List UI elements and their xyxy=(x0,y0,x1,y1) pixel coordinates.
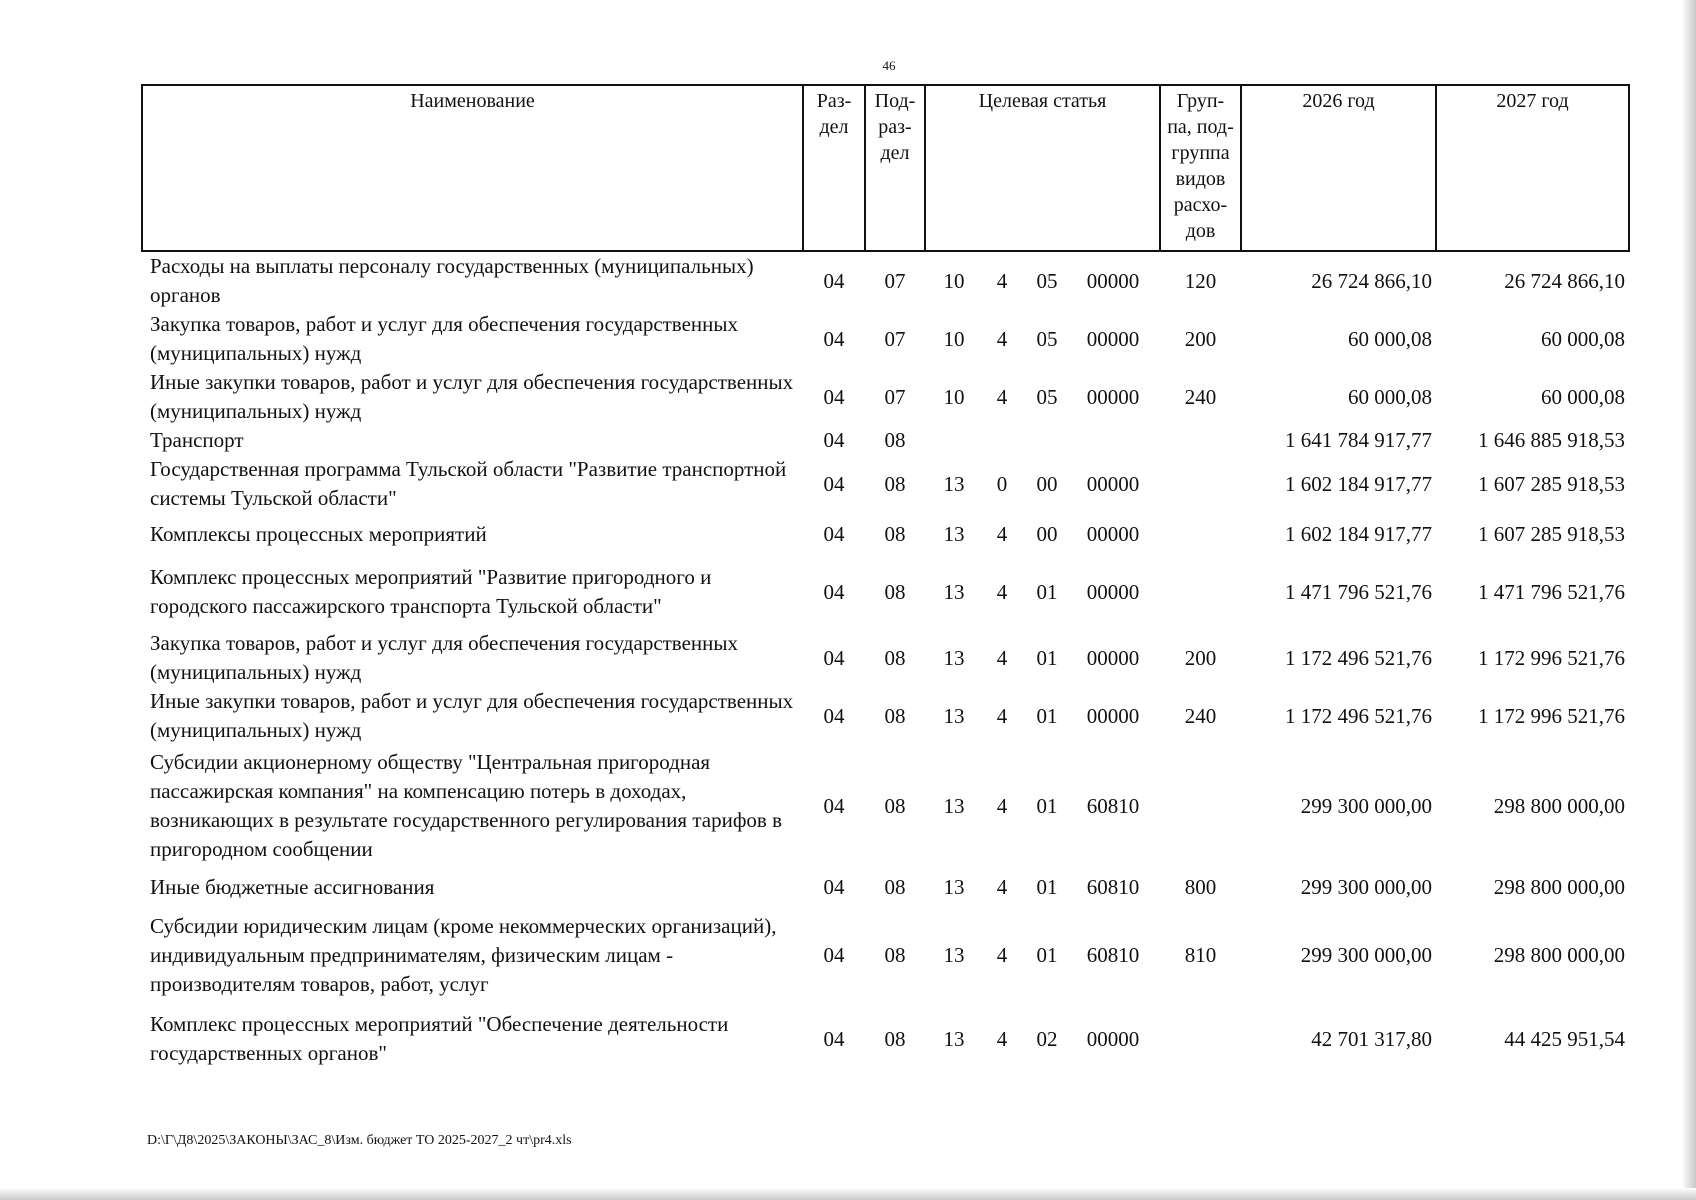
table-row xyxy=(142,1003,1629,1075)
target-article-parts xyxy=(925,383,1160,412)
table-row xyxy=(142,555,1629,629)
row-amount-2026: 1 172 496 521,76 xyxy=(1285,645,1432,670)
table-row xyxy=(142,310,1629,368)
target-article-part-1: 10 xyxy=(943,268,965,293)
target-article-part-2: 4 xyxy=(996,1026,1008,1051)
table-row xyxy=(142,867,1629,907)
header-expense-group: Груп- па, под- группа видов расхо- дов xyxy=(1160,85,1241,251)
row-target-article xyxy=(925,555,1160,629)
target-article-part-3: 05 xyxy=(1036,268,1058,293)
header-year-2026: 2026 год xyxy=(1241,85,1436,251)
row-amount-2027: 1 607 285 918,53 xyxy=(1478,471,1625,496)
target-article-part-4: 00000 xyxy=(1086,703,1140,728)
target-article-part-1: 13 xyxy=(943,703,965,728)
target-article-part-3: 01 xyxy=(1036,703,1058,728)
target-article-parts xyxy=(925,267,1160,296)
budget-table xyxy=(141,84,1630,1075)
row-amount-2027: 298 800 000,00 xyxy=(1493,874,1625,899)
row-target-article xyxy=(925,455,1160,513)
target-article-part-3: 01 xyxy=(1036,874,1058,899)
row-name: Комплексы процессных мероприятий xyxy=(150,521,487,546)
file-path-footer: D:\Г\Д8\2025\ЗАКОНЫ\ЗАС_8\Изм. бюджет ТО 2025-2027_2 чт\pr4.xls xyxy=(147,1133,572,1148)
row-podrazdel: 08 xyxy=(884,521,906,546)
page-number: 46 xyxy=(882,58,896,73)
target-article-part-3: 05 xyxy=(1036,384,1058,409)
target-article-part-3: 05 xyxy=(1036,326,1058,351)
row-razdel: 04 xyxy=(823,793,845,818)
row-razdel: 04 xyxy=(823,1026,845,1051)
table-row xyxy=(142,687,1629,745)
row-amount-2026: 1 471 796 521,76 xyxy=(1285,579,1432,604)
target-article-part-2: 0 xyxy=(996,471,1008,496)
row-name: Транспорт xyxy=(150,428,244,452)
target-article-part-4: 00000 xyxy=(1086,1026,1140,1051)
row-name: Иные бюджетные ассигнования xyxy=(150,874,435,899)
target-article-part-4: 60810 xyxy=(1086,793,1140,818)
row-amount-2027: 1 471 796 521,76 xyxy=(1478,579,1625,604)
page-edge-shadow-right xyxy=(1682,0,1696,1200)
row-amount-2027: 298 800 000,00 xyxy=(1493,942,1625,967)
target-article-part-2: 4 xyxy=(996,874,1008,899)
target-article-part-1: 13 xyxy=(943,1026,965,1051)
target-article-parts xyxy=(925,644,1160,673)
row-name: Закупка товаров, работ и услуг для обеспечения государственных (муниципальных) нужд xyxy=(150,312,739,365)
target-article-parts xyxy=(925,702,1160,731)
target-article-part-2: 4 xyxy=(996,579,1008,604)
header-podrazdel: Под- раз- дел xyxy=(865,85,925,251)
row-target-article xyxy=(925,426,1160,455)
target-article-part-3: 01 xyxy=(1036,645,1058,670)
row-amount-2027: 1 646 885 918,53 xyxy=(1478,428,1625,452)
row-razdel: 04 xyxy=(823,579,845,604)
row-target-article xyxy=(925,687,1160,745)
row-expense-group: 240 xyxy=(1184,384,1217,409)
row-amount-2026: 1 602 184 917,77 xyxy=(1285,471,1432,496)
row-expense-group: 810 xyxy=(1184,942,1217,967)
row-name: Иные закупки товаров, работ и услуг для обеспечения государственных (муниципальных) нужд xyxy=(150,370,794,423)
row-name: Иные закупки товаров, работ и услуг для обеспечения государственных (муниципальных) нужд xyxy=(150,689,794,742)
row-amount-2026: 26 724 866,10 xyxy=(1311,268,1432,293)
target-article-part-2: 4 xyxy=(996,521,1008,546)
header-name: Наименование xyxy=(142,85,803,251)
row-expense-group xyxy=(1160,1003,1241,1075)
target-article-part-3: 00 xyxy=(1036,471,1058,496)
table-body xyxy=(142,251,1629,1075)
row-target-article xyxy=(925,513,1160,555)
row-target-article xyxy=(925,907,1160,1003)
target-article-parts xyxy=(925,470,1160,499)
row-podrazdel: 07 xyxy=(884,384,906,409)
row-name: Субсидии акционерному обществу "Центральная пригородная пассажирская компания" на компенсацию потерь в доходах, возникающих в результате государственного регулирования тарифов в пригородном сообщении xyxy=(150,750,783,861)
row-podrazdel: 08 xyxy=(884,645,906,670)
row-amount-2027: 26 724 866,10 xyxy=(1504,268,1625,293)
target-article-parts xyxy=(925,578,1160,607)
row-name: Комплекс процессных мероприятий "Развитие пригородного и городского пассажирского транспорта Тульской области" xyxy=(150,565,712,618)
row-amount-2026: 299 300 000,00 xyxy=(1300,942,1432,967)
row-name: Комплекс процессных мероприятий "Обеспечение деятельности государственных органов" xyxy=(150,1012,729,1065)
row-podrazdel: 08 xyxy=(884,874,906,899)
table-row xyxy=(142,426,1629,455)
row-target-article xyxy=(925,368,1160,426)
target-article-part-1: 13 xyxy=(943,874,965,899)
row-expense-group xyxy=(1160,513,1241,555)
target-article-part-3: 02 xyxy=(1036,1026,1058,1051)
row-amount-2026: 299 300 000,00 xyxy=(1300,874,1432,899)
target-article-part-2: 4 xyxy=(996,268,1008,293)
target-article-part-2: 4 xyxy=(996,703,1008,728)
row-podrazdel: 08 xyxy=(884,428,906,452)
row-target-article xyxy=(925,251,1160,310)
row-razdel: 04 xyxy=(823,268,845,293)
target-article-part-2: 4 xyxy=(996,645,1008,670)
row-razdel: 04 xyxy=(823,645,845,670)
row-target-article xyxy=(925,310,1160,368)
row-expense-group xyxy=(1160,745,1241,867)
target-article-part-4: 00000 xyxy=(1086,384,1140,409)
row-amount-2026: 42 701 317,80 xyxy=(1311,1026,1432,1051)
row-name: Закупка товаров, работ и услуг для обеспечения государственных (муниципальных) нужд xyxy=(150,631,739,684)
row-razdel: 04 xyxy=(823,428,845,452)
target-article-part-3: 01 xyxy=(1036,942,1058,967)
target-article-part-4: 00000 xyxy=(1086,326,1140,351)
row-razdel: 04 xyxy=(823,471,845,496)
table-row xyxy=(142,368,1629,426)
target-article-part-1: 13 xyxy=(943,645,965,670)
table-row xyxy=(142,513,1629,555)
row-expense-group xyxy=(1160,426,1241,455)
row-amount-2027: 1 607 285 918,53 xyxy=(1478,521,1625,546)
row-amount-2026: 299 300 000,00 xyxy=(1300,793,1432,818)
row-expense-group: 240 xyxy=(1184,703,1217,728)
target-article-parts xyxy=(925,1025,1160,1054)
target-article-part-1: 13 xyxy=(943,793,965,818)
row-razdel: 04 xyxy=(823,874,845,899)
target-article-part-4: 00000 xyxy=(1086,471,1140,496)
page-edge-shadow-bottom xyxy=(0,1188,1696,1200)
target-article-part-4: 00000 xyxy=(1086,521,1140,546)
row-expense-group: 200 xyxy=(1184,326,1217,351)
row-target-article xyxy=(925,745,1160,867)
target-article-part-2: 4 xyxy=(996,326,1008,351)
table-row xyxy=(142,629,1629,687)
row-amount-2026: 60 000,08 xyxy=(1348,326,1432,351)
table-row xyxy=(142,251,1629,310)
target-article-part-1: 10 xyxy=(943,384,965,409)
target-article-part-1: 13 xyxy=(943,579,965,604)
row-podrazdel: 08 xyxy=(884,1026,906,1051)
row-razdel: 04 xyxy=(823,384,845,409)
row-target-article xyxy=(925,629,1160,687)
row-expense-group xyxy=(1160,455,1241,513)
row-podrazdel: 08 xyxy=(884,703,906,728)
target-article-parts xyxy=(925,520,1160,549)
row-target-article xyxy=(925,867,1160,907)
row-podrazdel: 07 xyxy=(884,326,906,351)
header-razdel: Раз- дел xyxy=(803,85,865,251)
table-row xyxy=(142,455,1629,513)
row-expense-group: 800 xyxy=(1184,874,1217,899)
row-amount-2027: 1 172 996 521,76 xyxy=(1478,703,1625,728)
row-amount-2027: 60 000,08 xyxy=(1541,384,1625,409)
target-article-parts xyxy=(925,941,1160,970)
row-amount-2026: 1 172 496 521,76 xyxy=(1285,703,1432,728)
row-amount-2027: 60 000,08 xyxy=(1541,326,1625,351)
target-article-part-4: 00000 xyxy=(1086,268,1140,293)
row-podrazdel: 07 xyxy=(884,268,906,293)
row-expense-group: 120 xyxy=(1184,268,1217,293)
target-article-part-2: 4 xyxy=(996,384,1008,409)
target-article-part-1: 13 xyxy=(943,521,965,546)
header-target-article: Целевая статья xyxy=(925,85,1160,251)
target-article-part-4: 00000 xyxy=(1086,645,1140,670)
target-article-part-4: 00000 xyxy=(1086,579,1140,604)
target-article-part-4: 60810 xyxy=(1086,942,1140,967)
row-name: Государственная программа Тульской области "Развитие транспортной системы Тульской области" xyxy=(150,457,787,510)
table-row xyxy=(142,907,1629,1003)
target-article-part-1: 13 xyxy=(943,471,965,496)
target-article-part-2: 4 xyxy=(996,793,1008,818)
row-amount-2026: 60 000,08 xyxy=(1348,384,1432,409)
row-amount-2026: 1 641 784 917,77 xyxy=(1285,428,1432,452)
target-article-parts xyxy=(925,873,1160,902)
row-target-article xyxy=(925,1003,1160,1075)
row-name: Субсидии юридическим лицам (кроме некоммерческих организаций), индивидуальным предпринимателям, физическим лицам - производителям товаров, работ, услуг xyxy=(150,913,777,996)
row-expense-group xyxy=(1160,555,1241,629)
target-article-part-4: 60810 xyxy=(1086,874,1140,899)
row-razdel: 04 xyxy=(823,942,845,967)
row-amount-2027: 1 172 996 521,76 xyxy=(1478,645,1625,670)
table-header xyxy=(142,85,1629,251)
row-expense-group: 200 xyxy=(1184,645,1217,670)
row-razdel: 04 xyxy=(823,326,845,351)
target-article-part-2: 4 xyxy=(996,942,1008,967)
row-razdel: 04 xyxy=(823,521,845,546)
row-podrazdel: 08 xyxy=(884,471,906,496)
table-row xyxy=(142,745,1629,867)
row-podrazdel: 08 xyxy=(884,579,906,604)
row-amount-2027: 298 800 000,00 xyxy=(1493,793,1625,818)
row-podrazdel: 08 xyxy=(884,793,906,818)
target-article-part-1: 13 xyxy=(943,942,965,967)
target-article-part-3: 01 xyxy=(1036,579,1058,604)
row-podrazdel: 08 xyxy=(884,942,906,967)
row-name: Расходы на выплаты персоналу государственных (муниципальных) органов xyxy=(150,254,754,307)
row-amount-2026: 1 602 184 917,77 xyxy=(1285,521,1432,546)
target-article-parts xyxy=(925,325,1160,354)
row-razdel: 04 xyxy=(823,703,845,728)
header-year-2027: 2027 год xyxy=(1436,85,1629,251)
target-article-part-3: 01 xyxy=(1036,793,1058,818)
target-article-part-3: 00 xyxy=(1036,521,1058,546)
target-article-parts xyxy=(925,792,1160,821)
row-amount-2027: 44 425 951,54 xyxy=(1504,1026,1625,1051)
target-article-part-1: 10 xyxy=(943,326,965,351)
